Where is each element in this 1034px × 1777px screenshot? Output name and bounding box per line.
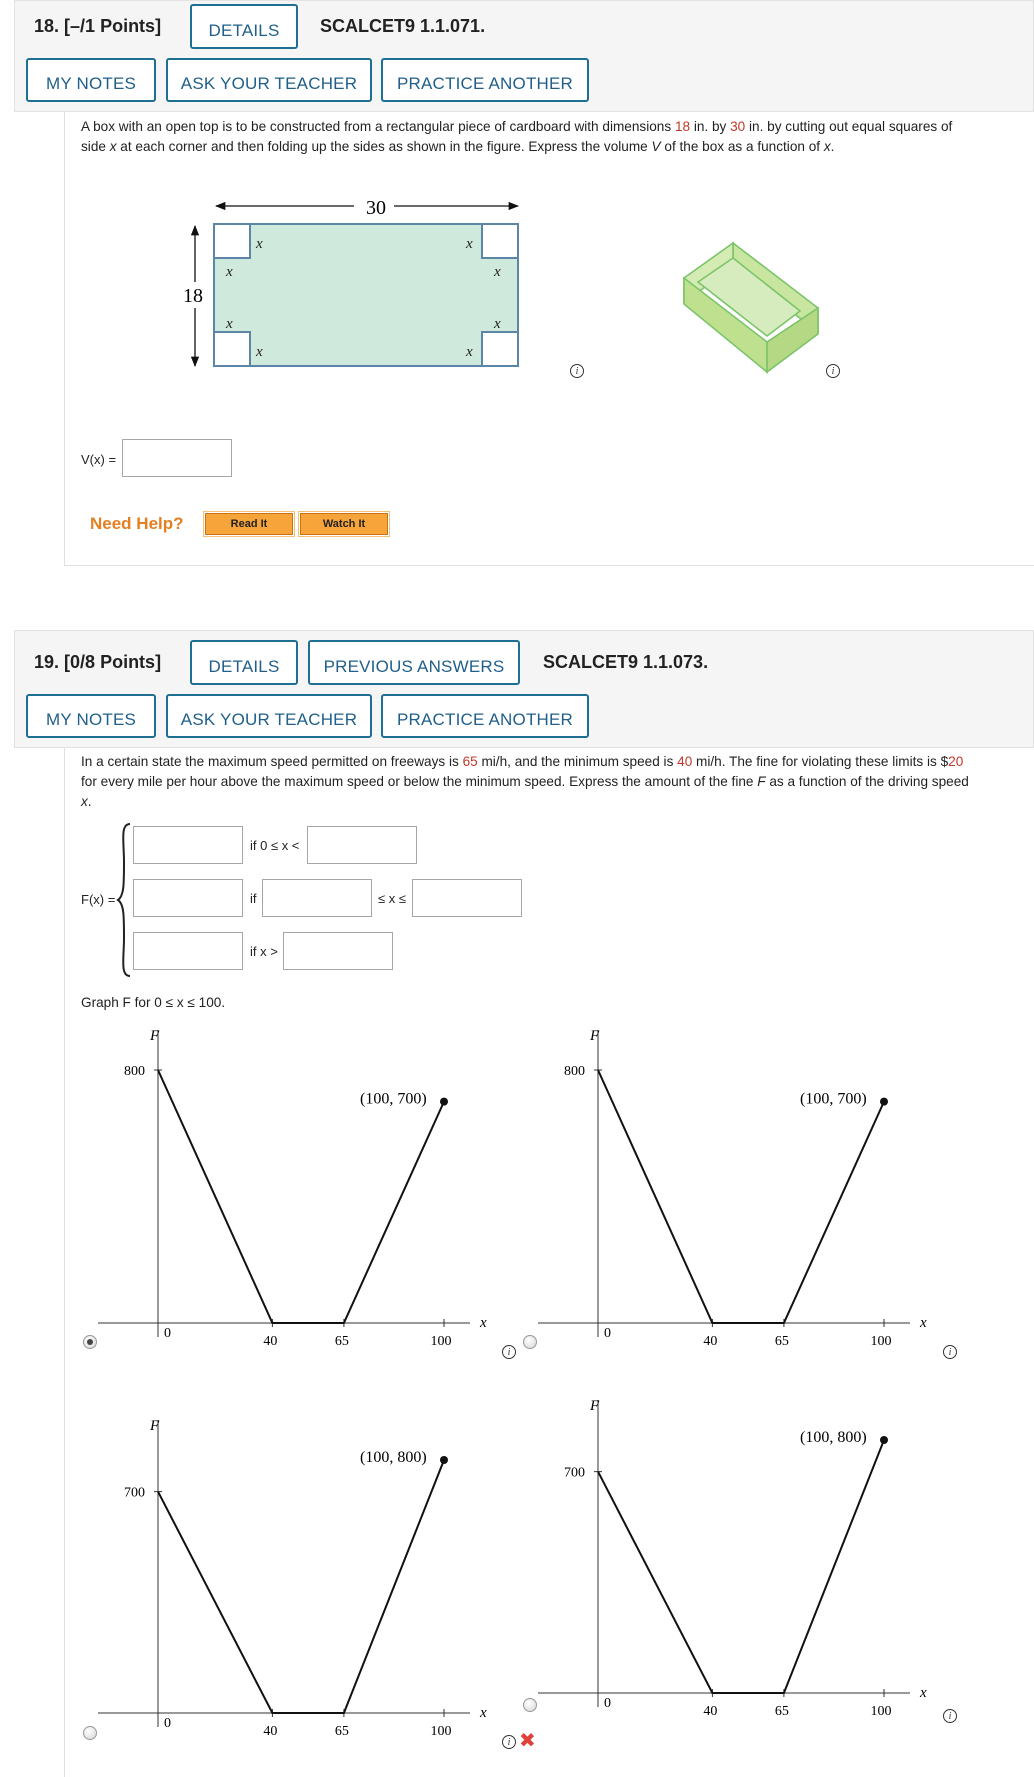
q19-fine-amount: 20 (948, 754, 964, 769)
q19-var-f: F (757, 774, 766, 789)
corner-label: x (494, 316, 501, 332)
graph-option-info-icon[interactable]: i (943, 1345, 957, 1359)
q18-title (34, 16, 161, 37)
corner-square-bl (214, 332, 250, 366)
piece2-if: if (250, 891, 257, 906)
origin-label: 0 (164, 1326, 171, 1341)
corner-label: x (256, 344, 263, 360)
q19-my-notes-button[interactable] (26, 694, 156, 738)
x-tick-label: 100 (430, 1334, 452, 1349)
open-box-figure (676, 238, 822, 376)
q19-practice-label: PRACTICE ANOTHER (396, 710, 574, 729)
endpoint-dot (880, 1436, 888, 1444)
y-tick-label: 800 (564, 1064, 585, 1079)
q18-text-4: side (81, 139, 110, 154)
endpoint-dot (440, 1098, 448, 1106)
piecewise-brace (116, 822, 132, 978)
piece2-upper-input[interactable] (412, 879, 522, 917)
piece3-bound-input[interactable] (283, 932, 393, 970)
q18-my-notes-label: MY NOTES (45, 74, 137, 93)
volume-label: V(x) = (81, 452, 117, 467)
fine-function-line (158, 1460, 444, 1713)
piece3-value-input[interactable] (133, 932, 243, 970)
endpoint-label: (100, 800) (800, 1429, 867, 1446)
q19-text-6: . (87, 794, 92, 809)
x-tick-label: 65 (774, 1704, 789, 1719)
piece2-condition: ≤ x ≤ (378, 891, 406, 906)
endpoint-dot (880, 1098, 888, 1106)
corner-label: x (256, 236, 263, 252)
graph-option-4 (538, 1390, 948, 1730)
piece2-lower-input[interactable] (262, 879, 372, 917)
graph-option-3 (98, 1410, 508, 1750)
q19-my-notes-label: MY NOTES (45, 710, 137, 729)
y-axis-label: F (590, 1398, 600, 1414)
incorrect-icon: ✖ (519, 1730, 536, 1752)
q19-text-2: mi/h, and the minimum speed is (477, 754, 678, 769)
endpoint-label: (100, 700) (800, 1090, 867, 1108)
y-axis-label: F (150, 1418, 160, 1434)
q19-text-3: mi/h. The fine for violating these limits is $ (692, 754, 949, 769)
q19-max-speed: 65 (462, 754, 478, 769)
corner-label: x (226, 316, 233, 332)
x-tick-label: 40 (263, 1724, 278, 1739)
piece3-condition: if x > (250, 944, 278, 959)
q18-text-5: at each corner and then folding up the sides as shown in the figure. Express the volume (116, 139, 652, 154)
q18-ask-teacher-label: ASK YOUR TEACHER (180, 74, 358, 93)
x-axis-label: x (480, 1705, 487, 1721)
graph-prompt: Graph F for 0 ≤ x ≤ 100. (81, 995, 226, 1010)
q18-text-6: of the box as a function of (660, 139, 824, 154)
x-axis-label: x (920, 1315, 927, 1331)
q19-text-4: for every mile per hour above the maximum speed or below the minimum speed. Express the amount of the fine (81, 774, 758, 789)
q18-text-7: . (830, 139, 835, 154)
x-tick-label: 100 (430, 1724, 452, 1739)
q18-dim-18: 18 (674, 119, 691, 134)
q19-ask-teacher-button[interactable] (166, 694, 372, 738)
q18-ask-teacher-button[interactable] (166, 58, 372, 102)
graph-option-radio[interactable] (523, 1335, 537, 1349)
endpoint-label: (100, 800) (360, 1449, 427, 1466)
corner-square-tr (482, 224, 518, 258)
q19-number: 19. (34, 652, 60, 672)
q19-previous-answers-label: PREVIOUS ANSWERS (323, 657, 505, 676)
piecewise-label: F(x) = (81, 892, 116, 907)
origin-label: 0 (604, 1326, 611, 1341)
watch-it-button[interactable] (300, 513, 388, 535)
q18-var-x: x (109, 139, 117, 154)
graph-option-2 (538, 1020, 948, 1360)
graph-option-info-icon[interactable]: i (943, 1709, 957, 1723)
q18-number: 18. (34, 16, 60, 36)
q18-practice-button[interactable] (381, 58, 589, 102)
y-tick-label: 800 (124, 1064, 145, 1079)
y-tick-label: 700 (564, 1465, 585, 1481)
x-tick-label: 40 (703, 1704, 718, 1719)
piece1-value-input[interactable] (133, 826, 243, 864)
graph-option-1 (98, 1020, 508, 1360)
x-tick-label: 65 (774, 1334, 789, 1349)
piece1-bound-input[interactable] (307, 826, 417, 864)
graph-option-radio[interactable] (83, 1726, 97, 1740)
q19-var-x: x (81, 794, 88, 809)
corner-label: x (494, 264, 501, 280)
q19-ask-teacher-label: ASK YOUR TEACHER (180, 710, 358, 729)
origin-label: 0 (604, 1696, 611, 1711)
q18-practice-label: PRACTICE ANOTHER (396, 74, 574, 93)
q19-title (34, 652, 161, 673)
need-help-label: Need Help? (90, 514, 184, 533)
q19-details-label: DETAILS (208, 657, 280, 676)
q18-my-notes-button[interactable] (26, 58, 156, 102)
x-tick-label: 100 (870, 1334, 892, 1349)
q18-details-label: DETAILS (208, 21, 280, 40)
q19-text-5: as a function of the driving speed (765, 774, 969, 789)
read-it-label: Read It (230, 518, 268, 530)
corner-label: x (466, 344, 473, 360)
q19-previous-answers-button[interactable] (308, 640, 520, 685)
piece1-condition: if 0 ≤ x < (250, 838, 300, 853)
watch-it-label: Watch It (322, 518, 366, 530)
q18-var-v: V (651, 139, 661, 154)
x-tick-label: 100 (870, 1704, 892, 1719)
endpoint-dot (440, 1456, 448, 1464)
corner-square-br (482, 332, 518, 366)
x-axis-label: x (920, 1685, 927, 1701)
y-axis-label: F (590, 1028, 600, 1044)
x-tick-label: 65 (334, 1724, 349, 1739)
y-tick-label: 700 (124, 1485, 145, 1501)
q18-problem-text (81, 117, 1021, 157)
q19-points: [0/8 Points] (64, 652, 162, 672)
q19-practice-button[interactable] (381, 694, 589, 738)
q18-text-1: A box with an open top is to be constructed from a rectangular piece of cardboard with dimensions (81, 119, 675, 134)
q18-code: SCALCET9 1.1.071. (320, 16, 486, 36)
cardboard-figure (170, 190, 530, 380)
graph-option-radio[interactable] (523, 1698, 537, 1712)
read-it-button[interactable] (205, 513, 293, 535)
q18-text-2: in. by (690, 119, 731, 134)
q19-details-button[interactable] (190, 640, 298, 685)
fine-function-line (598, 1070, 884, 1323)
y-axis-label: F (150, 1028, 160, 1044)
corner-square-tl (214, 224, 250, 258)
origin-label: 0 (164, 1716, 171, 1731)
width-label: 30 (366, 197, 386, 219)
q19-code: SCALCET9 1.1.073. (543, 652, 709, 672)
q19-text-1: In a certain state the maximum speed permitted on freeways is (81, 754, 463, 769)
q18-points: [–/1 Points] (64, 16, 162, 36)
x-tick-label: 40 (263, 1334, 278, 1349)
graph-option-info-icon[interactable]: i (502, 1345, 516, 1359)
q18-dim-30: 30 (730, 119, 746, 134)
q18-details-button[interactable] (190, 4, 298, 49)
box-info-icon[interactable]: i (826, 364, 840, 378)
corner-label: x (226, 264, 233, 280)
q19-problem-text (81, 752, 1027, 812)
figure-info-icon[interactable]: i (570, 364, 584, 378)
graph-option-info-icon[interactable]: i (502, 1735, 516, 1749)
piece2-value-input[interactable] (133, 879, 243, 917)
endpoint-label: (100, 700) (360, 1090, 427, 1108)
fine-function-line (158, 1070, 444, 1323)
graph-option-radio[interactable] (83, 1335, 97, 1349)
corner-label: x (466, 236, 473, 252)
volume-input[interactable] (122, 439, 232, 477)
fine-function-line (598, 1440, 884, 1693)
x-tick-label: 65 (334, 1334, 349, 1349)
height-label: 18 (183, 285, 203, 307)
x-axis-label: x (480, 1315, 487, 1331)
x-tick-label: 40 (703, 1334, 718, 1349)
q19-min-speed: 40 (677, 754, 693, 769)
q18-var-x2: x (823, 139, 831, 154)
q18-text-3: in. by cutting out equal squares of (745, 119, 953, 134)
